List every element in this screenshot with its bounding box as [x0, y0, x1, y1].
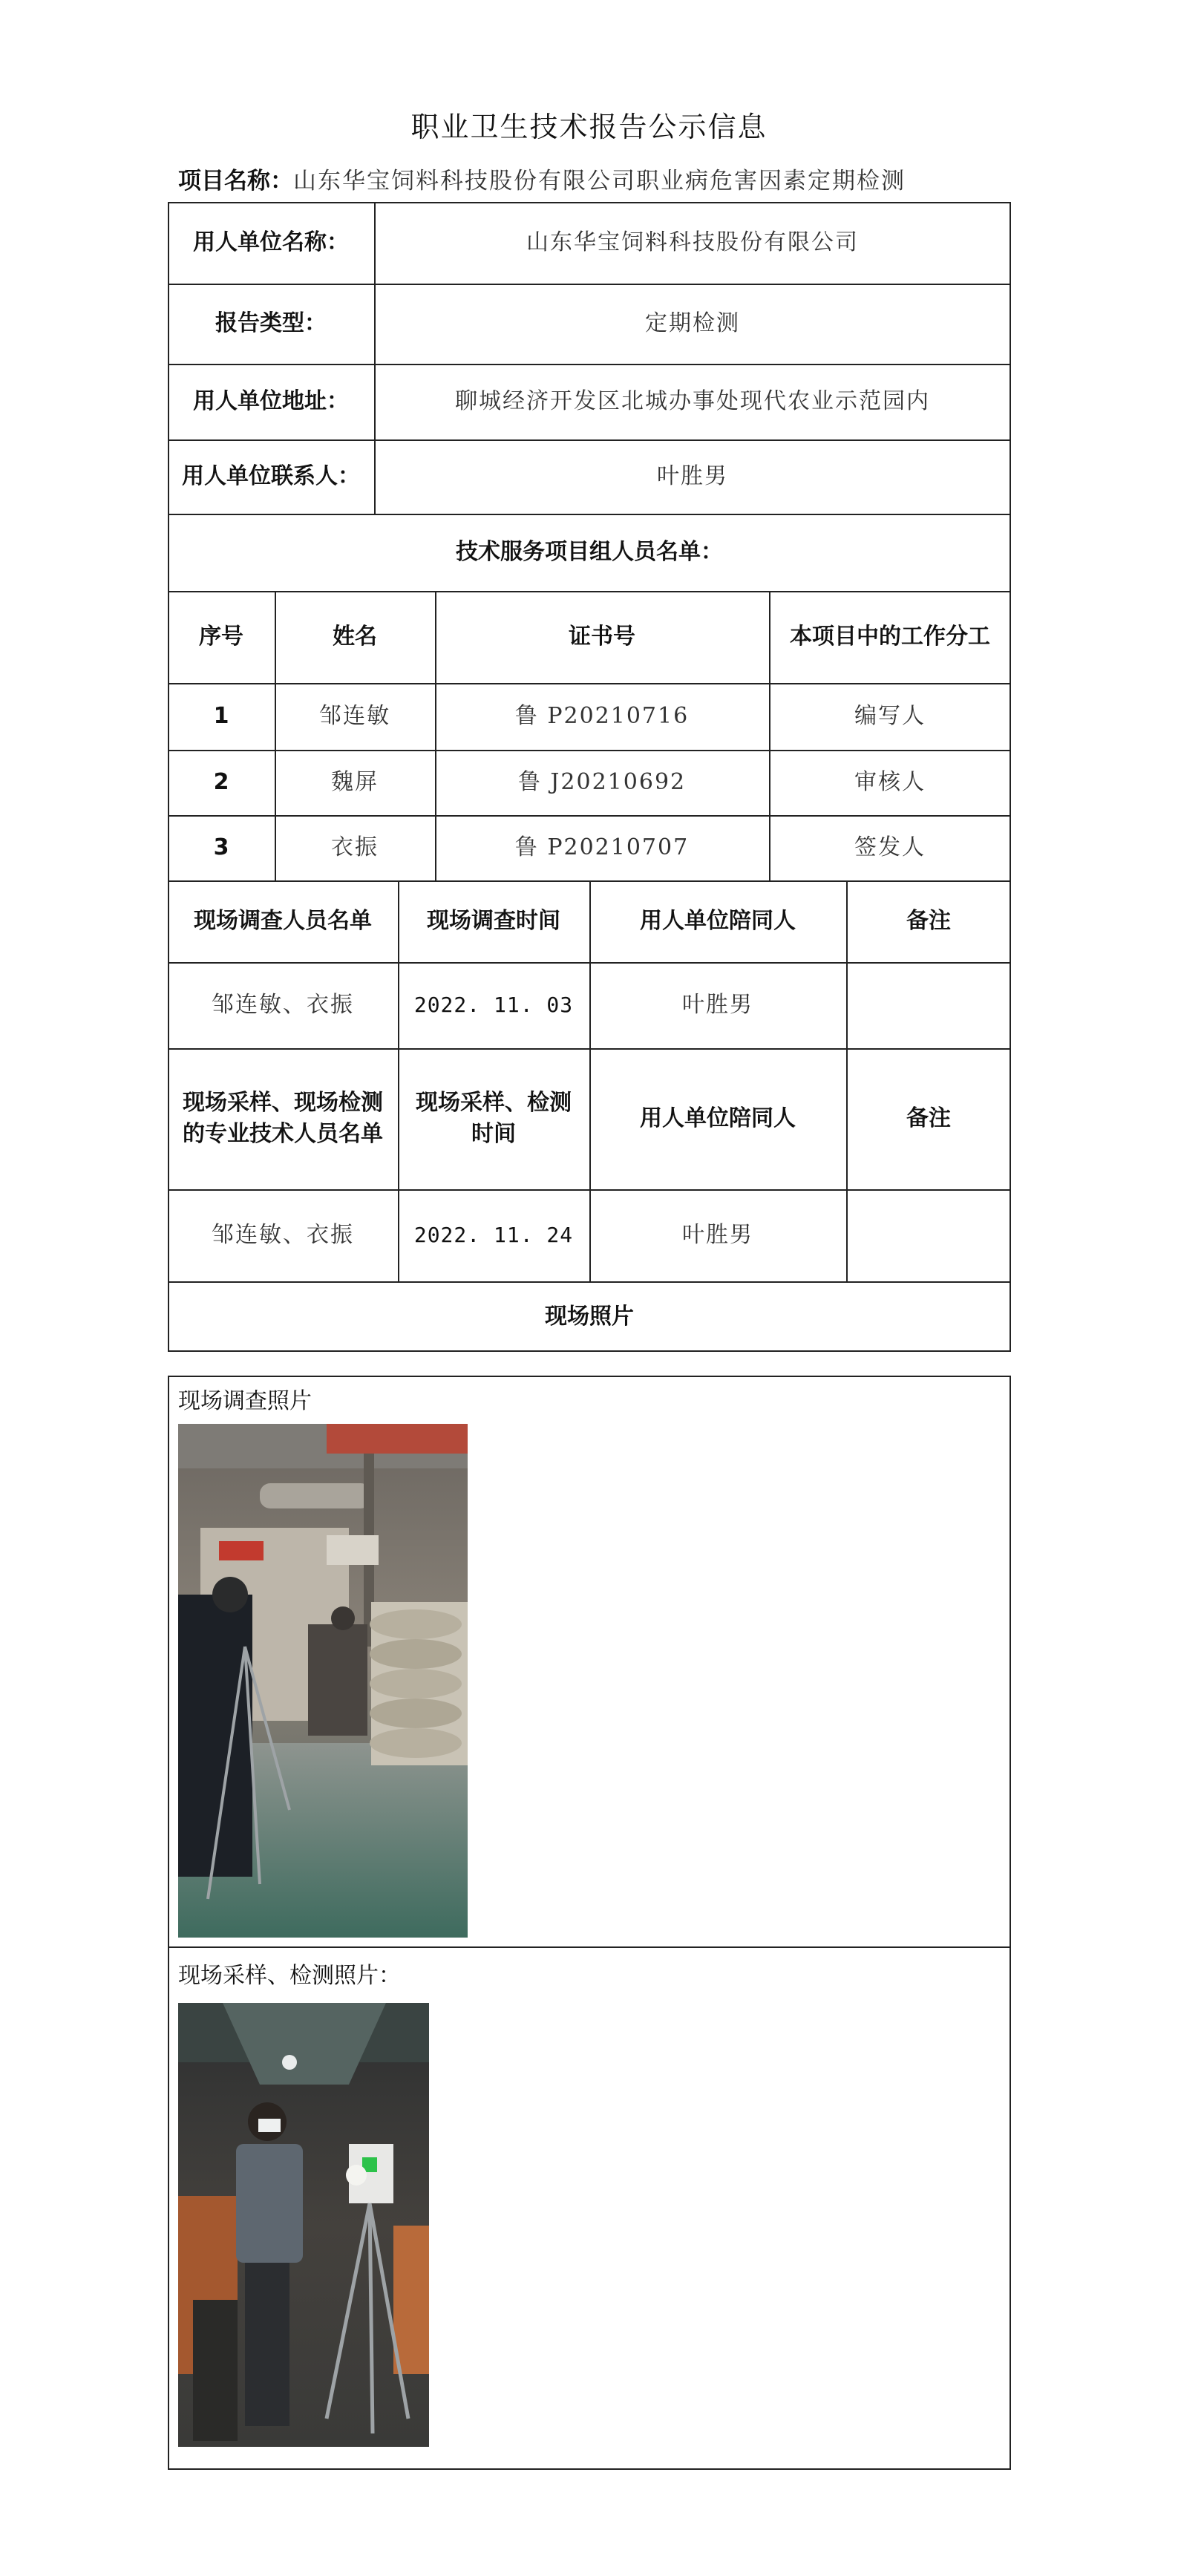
- table-row-seq: 1: [213, 703, 229, 729]
- table-row-role: 审核人: [854, 769, 926, 795]
- table-row-cert: 鲁 P20210707: [514, 834, 690, 860]
- sampling-staff-value: 邹连敏、衣振: [212, 1222, 354, 1248]
- project-name-value: 山东华宝饲料科技股份有限公司职业病危害因素定期检测: [293, 168, 906, 194]
- table-row-cert: 鲁 P20210716: [514, 703, 690, 729]
- survey-header-time: 现场调查时间: [427, 908, 560, 934]
- photos-heading: 现场照片: [545, 1303, 634, 1330]
- report-type-value: 定期检测: [645, 310, 740, 336]
- team-header-seq: 序号: [199, 624, 243, 650]
- sampling-header-escort: 用人单位陪同人: [640, 1105, 796, 1131]
- team-heading: 技术服务项目组人员名单：: [456, 539, 723, 565]
- report-type-label: 报告类型：: [215, 310, 327, 336]
- project-name: [178, 162, 906, 195]
- table-row-role: 编写人: [854, 703, 926, 729]
- survey-photo: [178, 1424, 468, 1938]
- survey-time-value: 2022. 11. 03: [413, 993, 574, 1017]
- project-name-label: 项目名称：: [178, 168, 293, 194]
- team-header-name: 姓名: [333, 624, 377, 650]
- sampling-header-time: 现场采样、检测时间: [416, 1090, 572, 1147]
- unit-name-label: 用人单位名称：: [193, 229, 349, 255]
- survey-remark-value: [846, 962, 1011, 1048]
- survey-header-escort: 用人单位陪同人: [640, 908, 796, 934]
- sampling-photo: [178, 2003, 429, 2447]
- sampling-time-value: 2022. 11. 24: [413, 1223, 574, 1247]
- table-row-cert: 鲁 J20210692: [517, 769, 687, 795]
- table-row-seq: 3: [213, 834, 229, 860]
- survey-header-staff: 现场调查人员名单: [194, 908, 372, 934]
- page-title: 职业卫生技术报告公示信息: [410, 111, 768, 143]
- team-header-role: 本项目中的工作分工: [790, 624, 990, 650]
- survey-escort-value: 叶胜男: [682, 992, 753, 1018]
- sampling-header-remark: 备注: [906, 1105, 951, 1131]
- sampling-photo-label: 现场采样、检测照片：: [178, 1963, 401, 1989]
- unit-contact-label: 用人单位联系人：: [182, 463, 360, 489]
- unit-address-value: 聊城经济开发区北城办事处现代农业示范园内: [455, 388, 930, 414]
- sampling-header-staff: 现场采样、现场检测的专业技术人员名单: [183, 1090, 383, 1147]
- table-row-name: 邹连敏: [319, 703, 390, 729]
- sampling-remark-value: [846, 1189, 1011, 1281]
- unit-address-label: 用人单位地址：: [193, 388, 349, 414]
- unit-name-value: 山东华宝饲料科技股份有限公司: [526, 229, 859, 255]
- table-row-name: 衣振: [331, 834, 379, 860]
- survey-photo-label: 现场调查照片: [178, 1388, 312, 1414]
- survey-header-remark: 备注: [906, 908, 951, 934]
- table-row-name: 魏屏: [331, 769, 379, 795]
- table-row-seq: 2: [213, 769, 229, 795]
- table-row-role: 签发人: [854, 834, 926, 860]
- unit-contact-value: 叶胜男: [657, 463, 728, 489]
- team-header-cert: 证书号: [569, 624, 635, 650]
- survey-staff-value: 邹连敏、衣振: [212, 992, 354, 1018]
- sampling-escort-value: 叶胜男: [682, 1222, 753, 1248]
